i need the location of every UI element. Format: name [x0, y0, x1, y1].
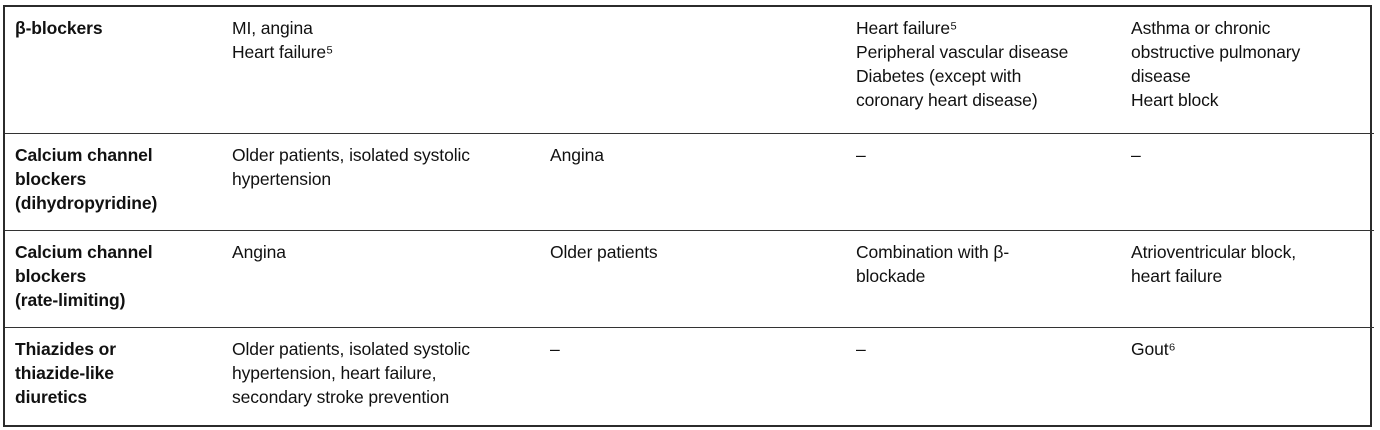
caution-cell: –	[856, 339, 866, 359]
table-row	[5, 134, 1374, 231]
drug-class-cell: Calcium channel blockers (rate-limiting)	[5, 231, 222, 328]
possible-indications-cell: Angina	[540, 134, 846, 231]
caution-cell: Combination with β- blockade	[846, 231, 1121, 328]
compelling-indications-cell: MI, angina Heart failure⁵	[222, 7, 540, 134]
possible-indications-cell: –	[550, 339, 560, 359]
table-row	[5, 7, 1374, 134]
contraindications-cell: Gout⁶	[1131, 339, 1176, 359]
table-row	[5, 231, 1374, 328]
compelling-indications-cell: Older patients, isolated systolic hypertension	[222, 134, 540, 231]
caution-cell: –	[846, 134, 1121, 231]
contraindications-cell: –	[1121, 134, 1374, 231]
drug-indications-table	[3, 5, 1372, 427]
caution-cell: Heart failure⁵ Peripheral vascular disease Diabetes (except with coronary heart disease)	[846, 7, 1121, 134]
contraindications-cell: Asthma or chronic obstructive pulmonary disease Heart block	[1121, 7, 1374, 134]
contraindications-cell: Atrioventricular block, heart failure	[1121, 231, 1374, 328]
possible-indications-cell	[540, 7, 846, 134]
drug-class-cell: Calcium channel blockers (dihydropyridine)	[5, 134, 222, 231]
table-row	[5, 328, 1374, 430]
drug-class-cell: Thiazides or thiazide-like diuretics	[15, 339, 116, 407]
table	[5, 7, 1374, 430]
drug-class-cell: β-blockers	[5, 7, 222, 134]
compelling-indications-cell: Older patients, isolated systolic hypertension, heart failure, secondary stroke prevention	[232, 339, 470, 407]
possible-indications-cell: Older patients	[540, 231, 846, 328]
compelling-indications-cell: Angina	[222, 231, 540, 328]
